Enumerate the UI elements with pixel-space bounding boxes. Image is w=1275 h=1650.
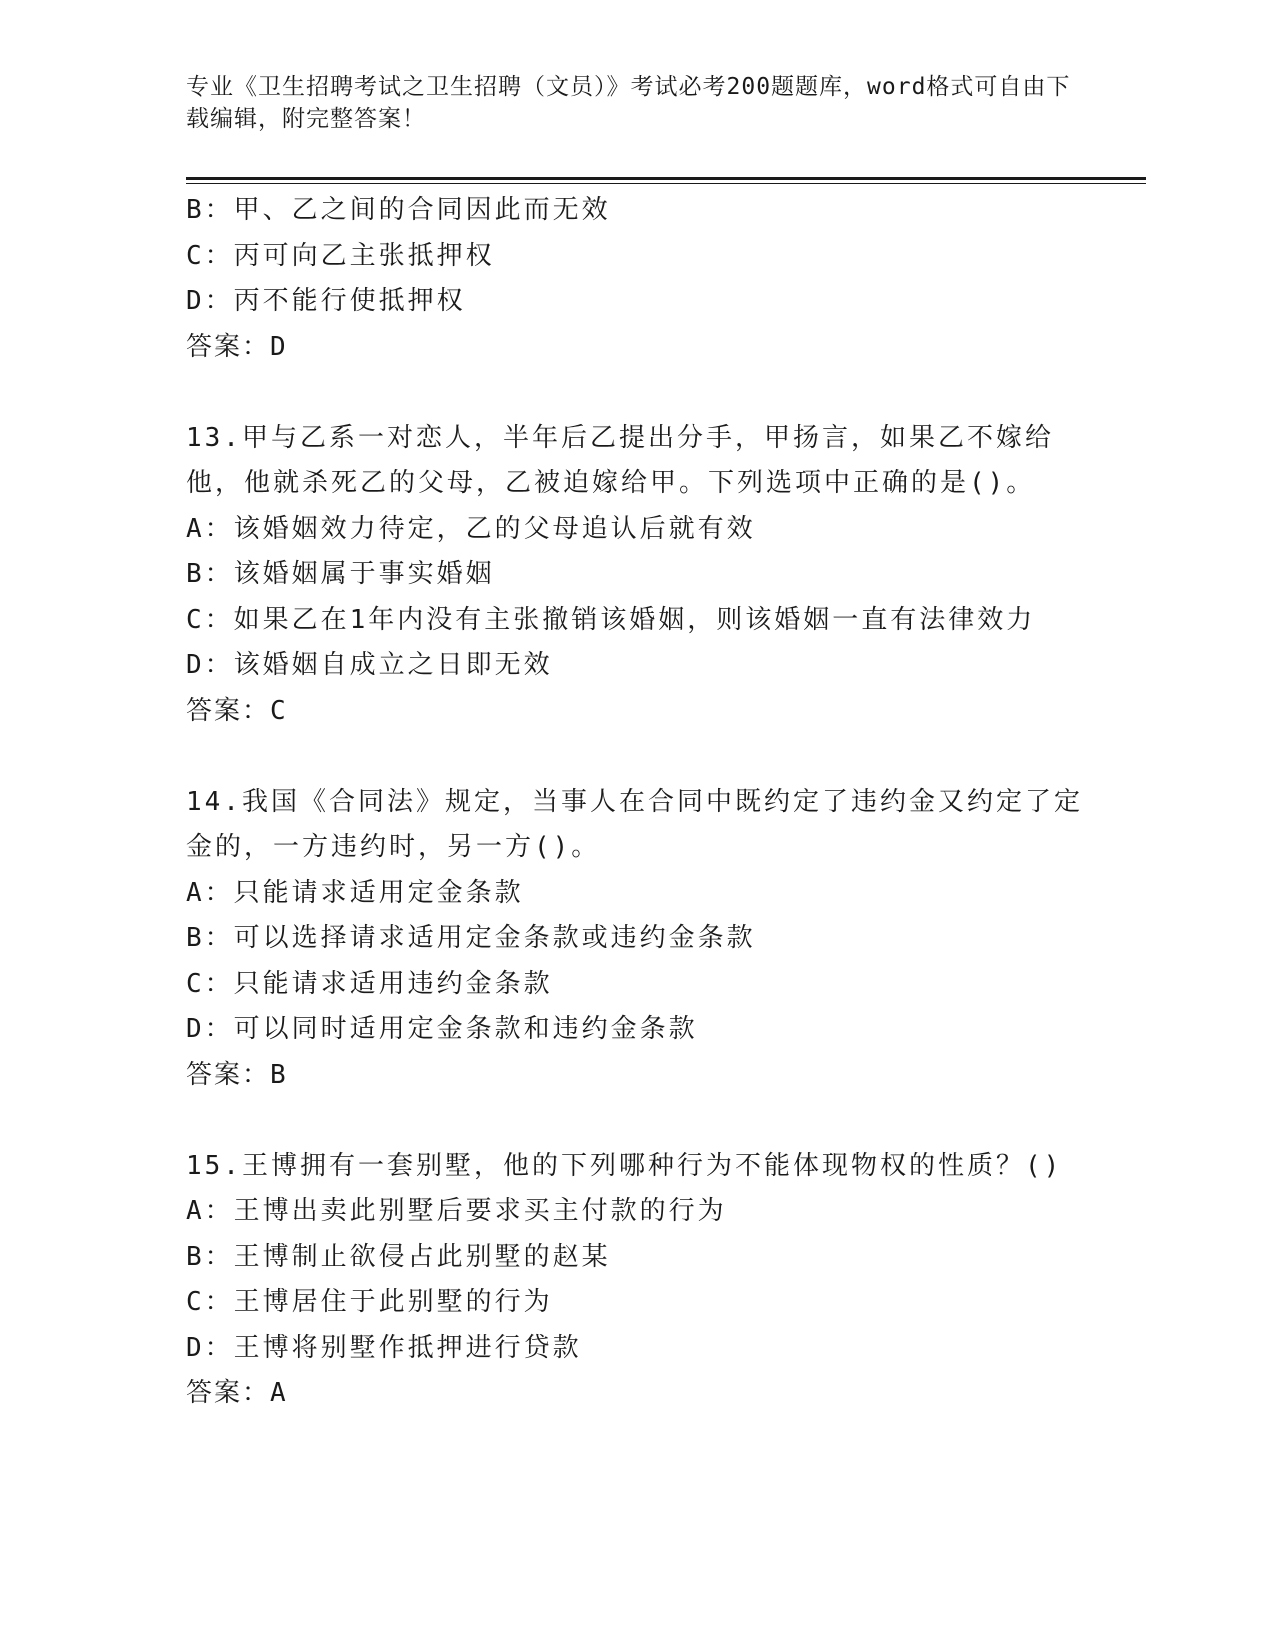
answer-value: C	[270, 695, 288, 726]
answer-label: 答案：	[186, 695, 271, 726]
question-stem: 15.王博拥有一套别墅，他的下列哪种行为不能体现物权的性质？()	[186, 1150, 1063, 1181]
answer-line	[186, 1053, 1086, 1099]
option-c: C：丙可向乙主张抵押权	[186, 240, 495, 271]
option-a: A：该婚姻效力待定，乙的父母追认后就有效	[186, 513, 756, 544]
answer-value: B	[270, 1059, 288, 1090]
answer-label: 答案：	[186, 1378, 271, 1408]
document-header	[186, 71, 1086, 135]
question-block-partial	[186, 188, 1086, 370]
question-stem: 13.甲与乙系一对恋人，半年后乙提出分手，甲扬言，如果乙不嫁给他，他就杀死乙的父母，乙被迫嫁给甲。下列选项中正确的是()。	[186, 422, 1054, 498]
header-title: 专业《卫生招聘考试之卫生招聘（文员）》考试必考200题题库，word格式可自由下载编辑，附完整答案！	[186, 74, 1071, 132]
spacer	[186, 734, 1086, 780]
option-b: B：该婚姻属于事实婚姻	[186, 559, 495, 589]
answer-label: 答案：	[186, 331, 271, 362]
option-a: A：王博出卖此别墅后要求买主付款的行为	[186, 1196, 727, 1226]
question-list	[186, 188, 1086, 1417]
option-d: D：可以同时适用定金条款和违约金条款	[186, 1014, 698, 1044]
spacer	[186, 370, 1086, 416]
question-block-13	[186, 416, 1086, 735]
header-divider-thick	[186, 177, 1146, 180]
answer-value: A	[270, 1378, 288, 1408]
question-stem: 14.我国《合同法》规定，当事人在合同中既约定了违约金又约定了定金的，一方违约时，另一方()。	[186, 786, 1083, 862]
spacer	[186, 1098, 1086, 1144]
answer-label: 答案：	[186, 1059, 271, 1090]
option-d: D：该婚姻自成立之日即无效	[186, 650, 553, 680]
answer-value: D	[270, 331, 288, 362]
option-d: D：王博将别墅作抵押进行贷款	[186, 1332, 582, 1363]
answer-line	[186, 689, 1086, 735]
option-b: B：王博制止欲侵占此别墅的赵某	[186, 1241, 611, 1272]
option-c: C：如果乙在1年内没有主张撤销该婚姻，则该婚姻一直有法律效力	[186, 604, 1036, 635]
option-b: B：可以选择请求适用定金条款或违约金条款	[186, 923, 756, 953]
header-divider-thin	[186, 183, 1146, 184]
answer-line	[186, 325, 1086, 371]
option-d: D：丙不能行使抵押权	[186, 286, 466, 316]
option-b: B：甲、乙之间的合同因此而无效	[186, 195, 611, 225]
option-a: A：只能请求适用定金条款	[186, 877, 524, 908]
option-c: C：王博居住于此别墅的行为	[186, 1287, 553, 1317]
question-block-14	[186, 780, 1086, 1099]
question-block-15	[186, 1144, 1086, 1417]
answer-line	[186, 1371, 1086, 1417]
option-c: C：只能请求适用违约金条款	[186, 968, 553, 999]
